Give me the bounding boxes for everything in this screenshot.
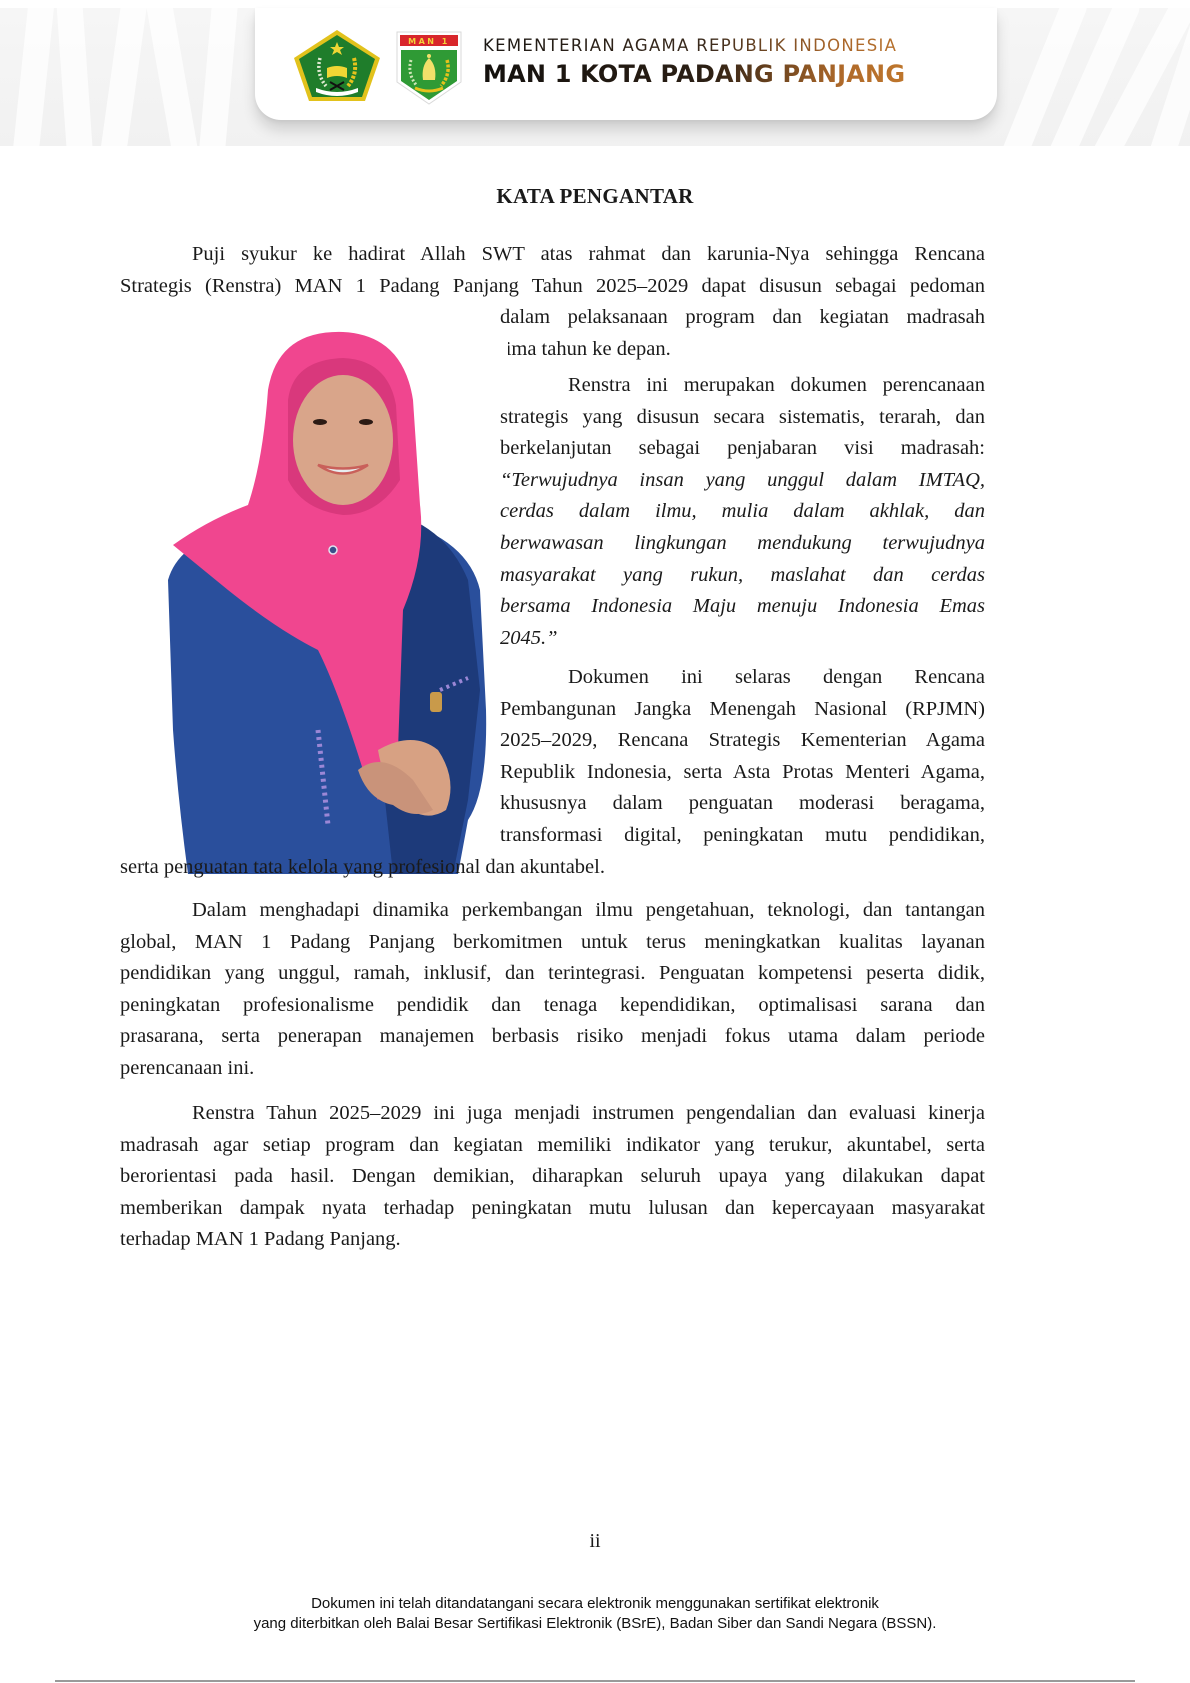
- header-text: [483, 36, 983, 88]
- paragraph-line: Renstra Tahun 2025–2029 ini juga menjadi instrumen pengendalian dan evaluasi kinerja: [192, 1102, 985, 1124]
- paragraph-line: pendidikan yang unggul, ramah, inklusif, dan terintegrasi. Penguatan kompetensi peserta didik,: [120, 962, 985, 985]
- paragraph-line: 2025–2029, Rencana Strategis Kementerian Agama: [500, 729, 985, 752]
- page-title: KATA PENGANTAR: [496, 184, 694, 208]
- decorative-stroke: [97, 8, 149, 146]
- paragraph-4: [120, 895, 985, 1085]
- man1-logo-label: MAN 1: [408, 37, 450, 46]
- paragraph-line: madrasah agar setiap program dan kegiatan memiliki indikator yang terukur, akuntabel, serta: [120, 1133, 985, 1156]
- signature-note-line: Dokumen ini telah ditandatangani secara elektronik menggunakan sertifikat elektronik: [311, 1595, 879, 1612]
- paragraph-3-tail: [120, 852, 985, 884]
- paragraph-line: Dalam menghadapi dinamika perkembangan ilmu pengetahuan, teknologi, dan tantangan: [192, 899, 985, 921]
- paragraph-line: serta penguatan tata kelola yang profesional dan akuntabel.: [120, 856, 605, 878]
- paragraph-line: transformasi digital, peningkatan mutu pendidikan,: [500, 823, 985, 846]
- paragraph-3: [500, 662, 985, 852]
- paragraph-line: Puji syukur ke hadirat Allah SWT atas rahmat dan karunia-Nya sehingga Rencana: [192, 243, 985, 265]
- paragraph-line: memberikan dampak nyata terhadap peningkatan mutu lulusan dan kepercayaan masyarakat: [120, 1196, 985, 1219]
- footer-divider: [55, 1680, 1135, 1682]
- paragraph-line: berkelanjutan sebagai penjabaran visi madrasah:: [500, 437, 985, 460]
- vision-quote-line: bersama Indonesia Maju menuju Indonesia Emas: [500, 595, 985, 618]
- signature-note-line: yang diterbitkan oleh Balai Besar Sertifikasi Elektronik (BSrE), Badan Siber dan Sandi Negara (BSSN).: [253, 1615, 937, 1632]
- vision-quote-line: cerdas dalam ilmu, mulia dalam akhlak, dan: [500, 500, 985, 523]
- paragraph-line: berorientasi pada hasil. Dengan demikian, diharapkan seluruh upaya yang dilakukan dapat: [120, 1165, 985, 1188]
- vision-quote-line: berwawasan lingkungan mendukung terwujudnya: [500, 531, 985, 554]
- paragraph-line: prasarana, serta penerapan manajemen berbasis risiko menjadi fokus utama dalam periode: [120, 1025, 985, 1048]
- paragraph-line: dalam pelaksanaan program dan kegiatan madrasah: [500, 306, 985, 328]
- paragraph-line: perencanaan ini.: [120, 1056, 255, 1079]
- paragraph-line: global, MAN 1 Padang Panjang berkomitmen untuk terus meningkatkan kualitas layanan: [120, 930, 985, 953]
- decorative-stroke: [55, 8, 94, 146]
- paragraph-line: peningkatan profesionalisme pendidik dan tenaga kependidikan, optimalisasi sarana dan: [120, 993, 985, 1016]
- paragraph-line: Renstra ini merupakan dokumen perencanaan: [568, 374, 985, 396]
- paragraph-2: [500, 370, 985, 654]
- paragraph-line: khususnya dalam penguatan moderasi beragama,: [500, 792, 985, 815]
- vision-quote-line: 2045.”: [500, 626, 558, 649]
- ministry-name: KEMENTERIAN AGAMA REPUBLIK INDONESIA: [483, 36, 983, 55]
- paragraph-line: Republik Indonesia, serta Asta Protas Menteri Agama,: [500, 760, 985, 783]
- paragraph-1: [120, 239, 985, 302]
- decorative-stroke: [10, 8, 56, 146]
- paragraph-line: Pembangunan Jangka Menengah Nasional (RPJMN): [500, 697, 985, 720]
- paragraph-line: terhadap MAN 1 Padang Panjang.: [120, 1228, 401, 1251]
- paragraph-line: Strategis (Renstra) MAN 1 Padang Panjang Tahun 2025–2029 dapat disusun sebagai pedoman: [120, 274, 985, 297]
- paragraph-line: lima tahun ke depan.: [500, 337, 671, 360]
- school-name: MAN 1 KOTA PADANG PANJANG: [483, 60, 983, 88]
- vision-quote-line: masyarakat yang rukun, maslahat dan cerdas: [500, 563, 985, 586]
- decorative-stroke: [197, 8, 239, 146]
- portrait-photo: [168, 330, 508, 874]
- kemenag-logo-icon: [292, 28, 382, 103]
- paragraph-line: strategis yang disusun secara sistematis, terarah, dan: [500, 405, 985, 428]
- page-number: ii: [589, 1530, 601, 1552]
- paragraph-line: Dokumen ini selaras dengan Rencana: [568, 666, 985, 688]
- decorative-stroke: [144, 8, 203, 146]
- electronic-signature-note: [0, 1594, 1190, 1634]
- man1-logo-icon: [393, 30, 465, 106]
- paragraph-1-wrap: [500, 302, 985, 365]
- vision-quote-line: “Terwujudnya insan yang unggul dalam IMTAQ,: [500, 468, 985, 491]
- paragraph-5: [120, 1098, 985, 1256]
